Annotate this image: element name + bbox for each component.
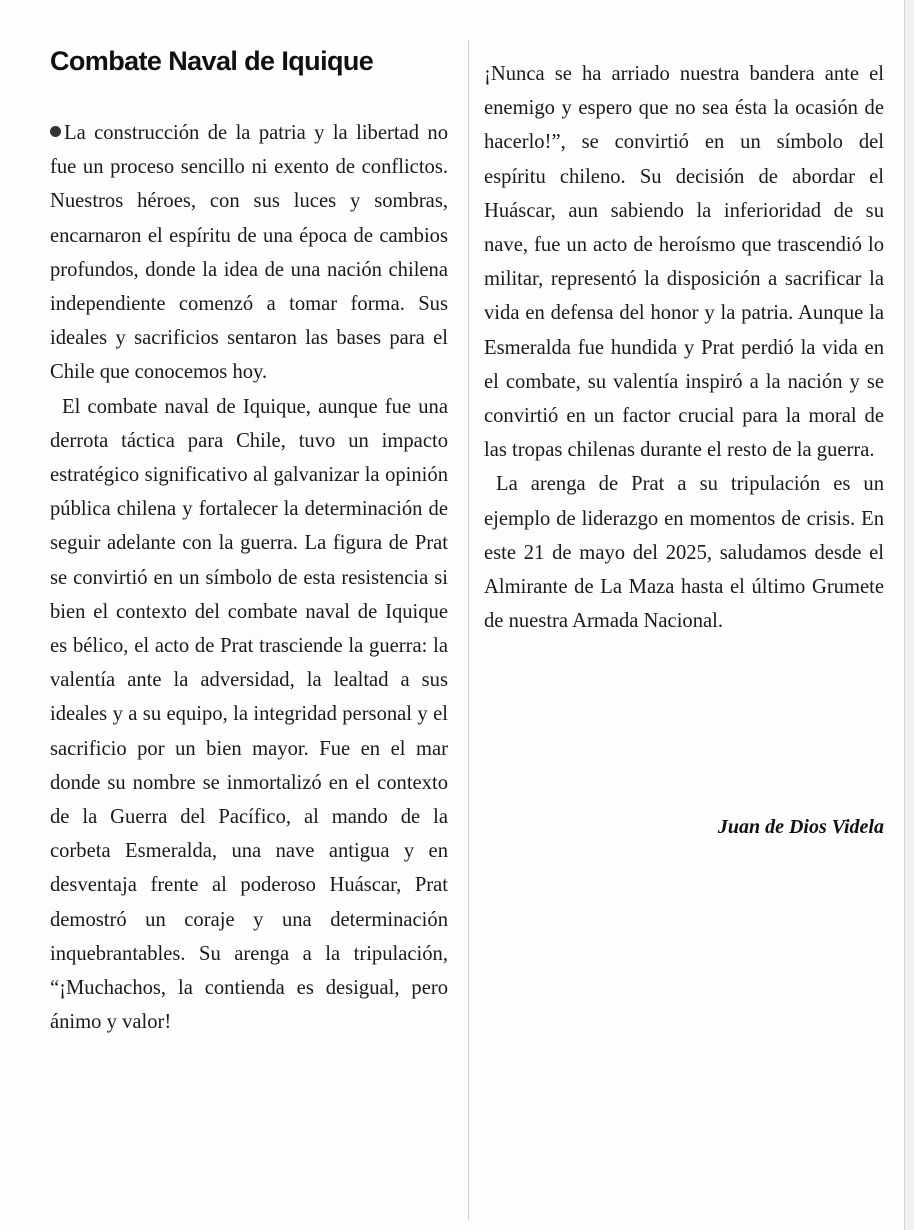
left-column [50, 116, 448, 1039]
column-divider [468, 40, 469, 1220]
paragraph-arenga: La arenga de Prat a su tripulación es un ejemplo de liderazgo en momentos de crisis. En este 21 de mayo del 2025, saludamos desde el Almirante de La Maza hasta el último Grumete de nuestra Armada Nacional. [484, 473, 884, 633]
paragraph-combate: El combate naval de Iquique, aunque fue una derrota táctica para Chile, tuvo un impacto estratégico significativo al galvanizar la opinión pública chilena y fortalecer la determinación de seguir adelante con la guerra. La figura de Prat se convirtió en un símbolo de esta resistencia si bien el contexto del combate naval de Iquique es bélico, el acto de Prat trasciende la guerra: la valentía ante la adversidad, la lealtad a sus ideales y a su equipo, la integridad personal y el sacrificio por un bien mayor. Fue en el mar donde su nombre se inmortalizó en el contexto de la Guerra del Pacífico, al mando de la corbeta Esmeralda, una nave antigua y en desventaja frente al poderoso Huáscar, Prat demostró un coraje y una determinación inquebrantables. Su arenga a la tripulación, “¡Muchachos, la contienda es desigual, pero ánimo y valor! [50, 395, 448, 1034]
paragraph-quote-continued: ¡Nunca se ha arriado nuestra bandera ante el enemigo y espero que no sea ésta la ocasión de hacerlo!”, se convirtió en un símbolo del espíritu chileno. Su decisión de abordar el Huáscar, aun sabiendo la inferioridad de su nave, fue un acto de heroísmo que trascendió lo militar, representó la disposición a sacrificar la vida en defensa del honor y la patria. Aunque la Esmeralda fue hundida y Prat perdió la vida en el combate, su valentía inspiró a la nación y se convirtió en un factor crucial para la moral de las tropas chilenas durante el resto de la guerra. [484, 63, 884, 462]
article-title: Combate Naval de Iquique [50, 46, 374, 76]
paragraph-intro-text: La construcción de la patria y la libertad no fue un proceso sencillo ni exento de conflictos. Nuestros héroes, con sus luces y sombras, encarnaron el espíritu de una época de cambios profundos, donde la idea de una nación chilena independiente comenzó a tomar forma. Sus ideales y sacrificios sentaron las bases para el Chile que conocemos hoy. [50, 122, 448, 384]
right-column [484, 57, 884, 638]
bullet-icon [50, 126, 61, 137]
page-edge [904, 0, 914, 1230]
author-signature: Juan de Dios Videla [717, 816, 884, 838]
paragraph-intro [50, 116, 448, 390]
